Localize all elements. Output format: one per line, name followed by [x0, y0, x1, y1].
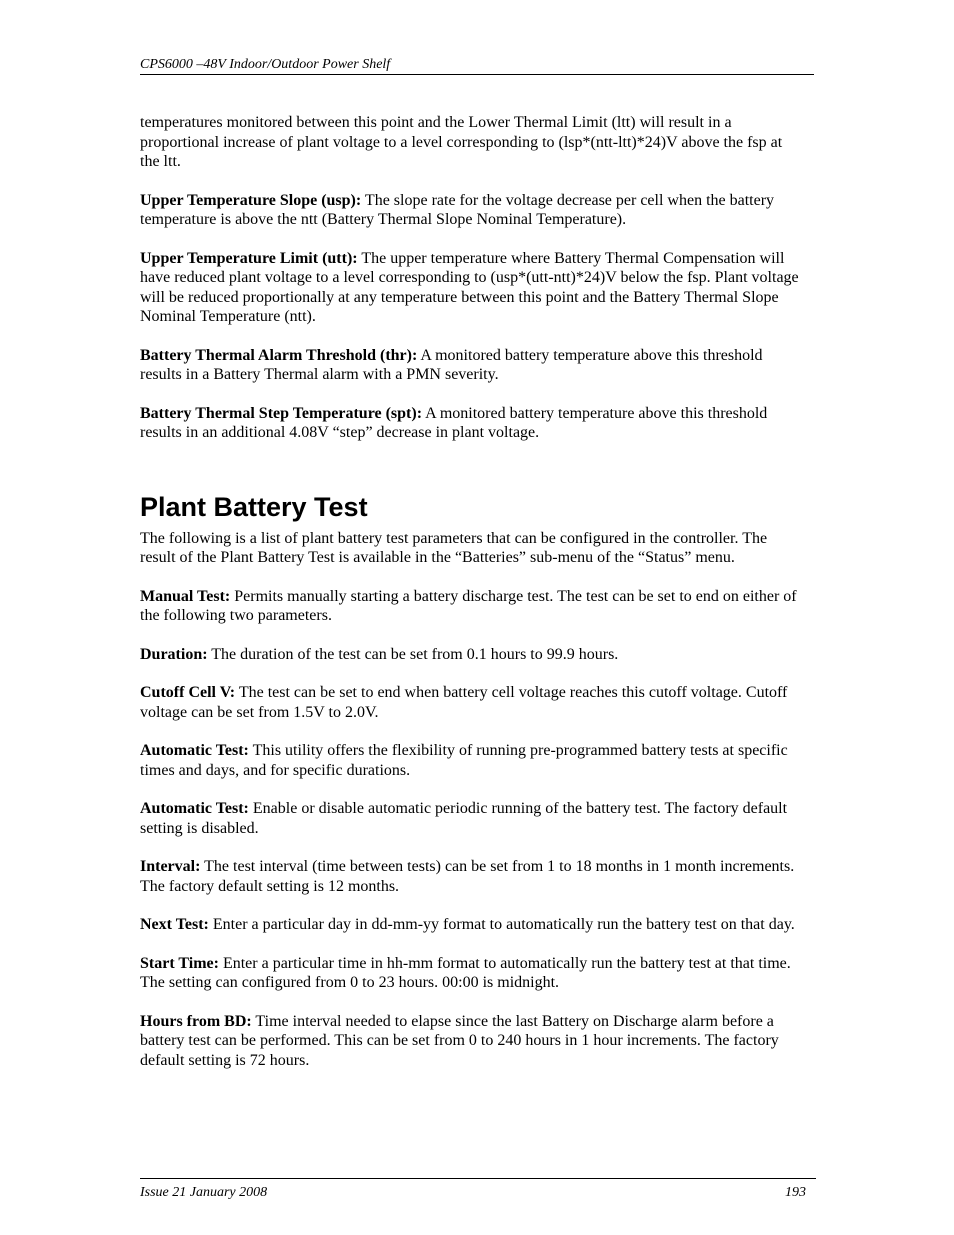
param-term: Start Time: — [140, 954, 219, 972]
param-desc: The duration of the test can be set from 0.1 hours to 99.9 hours. — [207, 645, 619, 663]
param-term: Upper Temperature Limit (utt): — [140, 249, 358, 267]
param-desc: The test interval (time between tests) can be set from 1 to 18 months in 1 month increments. The factory default setting is 12 months. — [140, 858, 795, 895]
param-term: Duration: — [140, 645, 208, 663]
param-term: Upper Temperature Slope (usp): — [140, 191, 362, 209]
page-header — [140, 56, 814, 75]
param-desc: The upper temperature where Battery Thermal Compensation will have reduced plant voltage to a level corresponding to (usp*(utt-ntt)*24)V below the fsp. Plant voltage will be reduced proportionally at any temperature between this point and the Battery Thermal Slope Nominal Temperature (ntt). — [140, 249, 799, 325]
param-interval — [140, 857, 800, 896]
param-utt — [140, 249, 800, 327]
page-number: 193 — [785, 1185, 806, 1200]
param-desc: This utility offers the flexibility of running pre-programmed battery tests at specific times and days, and for specific durations. — [140, 742, 788, 779]
param-next-test — [140, 915, 800, 935]
param-desc: Enter a particular day in dd-mm-yy format to automatically run the battery test on that day. — [208, 916, 795, 933]
param-automatic-test-enable — [140, 799, 800, 838]
param-desc: Enter a particular time in hh-mm format to automatically run the battery test at that time. The setting can configured from 0 to 23 hours. 00:00 is midnight. — [140, 954, 791, 991]
param-desc: A monitored battery temperature above this threshold results in a Battery Thermal alarm with a PMN severity. — [140, 346, 763, 383]
param-term: Hours from BD: — [140, 1012, 252, 1030]
param-desc: A monitored battery temperature above this threshold results in an additional 4.08V “step” decrease in plant voltage. — [140, 404, 768, 441]
footer-issue: Issue 21 January 2008 — [140, 1185, 268, 1200]
param-duration — [140, 645, 800, 665]
section-title: Plant Battery Test — [140, 491, 368, 522]
param-desc: Permits manually starting a battery discharge test. The test can be set to end on either of the following two parameters. — [140, 587, 797, 624]
param-desc: The slope rate for the voltage decrease per cell when the battery temperature is above the ntt (Battery Thermal Slope Nominal Temperature). — [140, 191, 775, 228]
param-usp — [140, 191, 800, 230]
param-desc: The test can be set to end when battery cell voltage reaches this cutoff voltage. Cutoff voltage can be set from 1.5V to 2.0V. — [140, 684, 788, 721]
param-start-time — [140, 954, 800, 993]
param-term: Battery Thermal Step Temperature (spt): — [140, 404, 423, 422]
param-manual-test — [140, 587, 800, 626]
param-term: Automatic Test: — [140, 800, 249, 817]
page-footer — [140, 1178, 816, 1201]
param-automatic-test — [140, 741, 800, 780]
param-term: Next Test: — [140, 916, 209, 933]
param-desc: Time interval needed to elapse since the last Battery on Discharge alarm before a battery test can be performed. This can be set from 0 to 240 hours in 1 hour increments. The factory default setting is 72 hours. — [140, 1012, 779, 1069]
param-hours-from-bd — [140, 1012, 800, 1071]
intro-continuation: temperatures monitored between this point and the Lower Thermal Limit (ltt) will result in a proportional increase of plant voltage to a level corresponding to (lsp*(ntt-ltt)*24)V above the fsp at the ltt. — [140, 114, 783, 170]
param-desc: Enable or disable automatic periodic running of the battery test. The factory default setting is disabled. — [140, 800, 788, 837]
header-title: CPS6000 –48V Indoor/Outdoor Power Shelf — [140, 57, 391, 72]
section-intro: The following is a list of plant battery test parameters that can be configured in the controller. The result of the Plant Battery Test is available in the “Batteries” sub-menu of the “Status” menu. — [140, 529, 768, 566]
section-plant-battery-test — [140, 491, 800, 1071]
page-content — [140, 113, 800, 1070]
param-term: Cutoff Cell V: — [140, 684, 236, 701]
param-spt — [140, 404, 800, 443]
param-term: Interval: — [140, 858, 201, 875]
param-term: Battery Thermal Alarm Threshold (thr): — [140, 346, 418, 364]
param-cutoff-cell-v — [140, 683, 800, 722]
param-term: Manual Test: — [140, 587, 231, 605]
param-term: Automatic Test: — [140, 742, 249, 759]
param-thr — [140, 346, 800, 385]
